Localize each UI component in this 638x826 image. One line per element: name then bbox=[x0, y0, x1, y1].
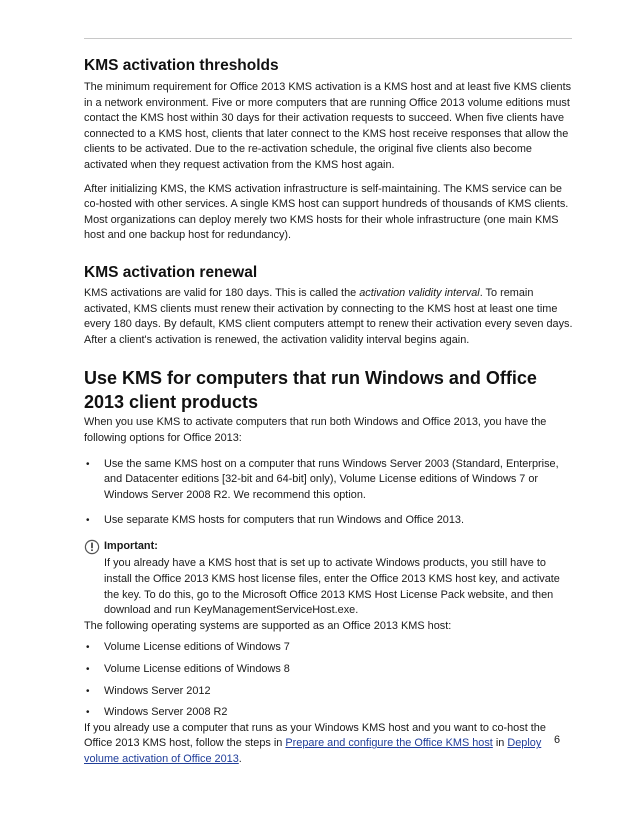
list-item bbox=[84, 513, 574, 529]
list-item-text: Volume License editions of Windows 7 bbox=[104, 641, 290, 654]
heading-kms-activation-thresholds: KMS activation thresholds bbox=[84, 57, 279, 74]
bullet: • bbox=[86, 642, 90, 654]
paragraph-thresholds-1: The minimum requirement for Office 2013 KMS activation is a KMS host and at least five KMS clients in a network environment. Five or more computers that are running Office 2013 volume editions must contact the KMS host within 30 days for their activation requests to succeed. When five clients have connected to a KMS host, clients that later connect to the KMS host receive responses that allow the clients to be activated. Due to the re-activation schedule, the original five clients also become activated when they request activation from the KMS host again. bbox=[84, 81, 572, 171]
bullet: • bbox=[86, 458, 90, 470]
important-label: Important: bbox=[104, 539, 158, 552]
page-content bbox=[84, 56, 574, 768]
bullet: • bbox=[86, 685, 90, 697]
bullet: • bbox=[86, 664, 90, 676]
list-item-text: Use the same KMS host on a computer that runs Windows Server 2003 (Standard, Enterprise, and Datacenter editions [32-bit and 64-bit] only), Volume License editions of Windows 7 or Windows Server 2008 R2. We recommend this option. bbox=[104, 457, 559, 501]
paragraph-renewal bbox=[84, 286, 574, 348]
list-item bbox=[84, 662, 574, 678]
heading-use-kms-windows-office: Use KMS for computers that run Windows and Office 2013 client products bbox=[84, 368, 537, 413]
bullet: • bbox=[86, 515, 90, 527]
paragraph-closing bbox=[84, 721, 574, 768]
link-prepare-configure-kms-host[interactable]: Prepare and configure the Office KMS host bbox=[285, 737, 493, 750]
list-item-text: Windows Server 2012 bbox=[104, 684, 211, 697]
list-item-text: Windows Server 2008 R2 bbox=[104, 706, 228, 719]
renewal-emphasis: activation validity interval bbox=[359, 286, 480, 299]
list-item bbox=[84, 684, 574, 700]
list-item-text: Use separate KMS hosts for computers that run Windows and Office 2013. bbox=[104, 514, 464, 527]
renewal-text-end: . To remain activated, KMS clients must renew their activation by connecting to the KMS host at least one time every 180 days. By default, KMS client computers attempt to renew their activation every seven days. After a client's activation is renewed, the activation validity interval begins again. bbox=[84, 286, 573, 346]
heading-kms-activation-renewal: KMS activation renewal bbox=[84, 263, 258, 281]
list-item bbox=[84, 457, 574, 504]
list-item-text: Volume License editions of Windows 8 bbox=[104, 663, 290, 676]
important-note-body: If you already have a KMS host that is set up to activate Windows products, you still have to install the Office 2013 KMS host license files, enter the Office 2013 KMS host key, and activate the key. To do this, go to the Microsoft Office 2013 KMS Host License Pack website, and then download and run KeyManagementServiceHost.exe. bbox=[104, 557, 560, 617]
list-item bbox=[84, 640, 574, 656]
important-note-header bbox=[84, 539, 574, 555]
header-rule bbox=[84, 38, 572, 39]
exclamation-circle-icon bbox=[84, 539, 100, 555]
bullet: • bbox=[86, 707, 90, 719]
link-deploy-volume-activation[interactable]: Deploy volume activation of Office 2013 bbox=[84, 737, 542, 765]
closing-text-start: If you already use a computer that runs as your Windows KMS host and you want to co-host the Office 2013 KMS host, follow the steps in bbox=[84, 721, 546, 750]
paragraph-os-intro: The following operating systems are supported as an Office 2013 KMS host: bbox=[84, 619, 452, 632]
paragraph-options-intro: When you use KMS to activate computers that run both Windows and Office 2013, you have the following options for Office 2013: bbox=[84, 416, 547, 444]
page-number: 6 bbox=[553, 734, 560, 746]
options-list bbox=[84, 457, 574, 529]
closing-text-end: . bbox=[238, 753, 242, 765]
list-item bbox=[84, 705, 574, 721]
renewal-text-start: KMS activations are valid for 180 days. This is called the bbox=[84, 286, 360, 299]
closing-text-mid: in bbox=[492, 737, 508, 750]
paragraph-thresholds-2: After initializing KMS, the KMS activation infrastructure is self-maintaining. The KMS service can be co-hosted with other services. A single KMS host can support hundreds of thousands of KMS clients. Most organizations can deploy merely two KMS hosts for their whole infrastructure (one main KMS host and one backup host for redundancy). bbox=[84, 182, 569, 242]
supported-os-list bbox=[84, 640, 574, 720]
